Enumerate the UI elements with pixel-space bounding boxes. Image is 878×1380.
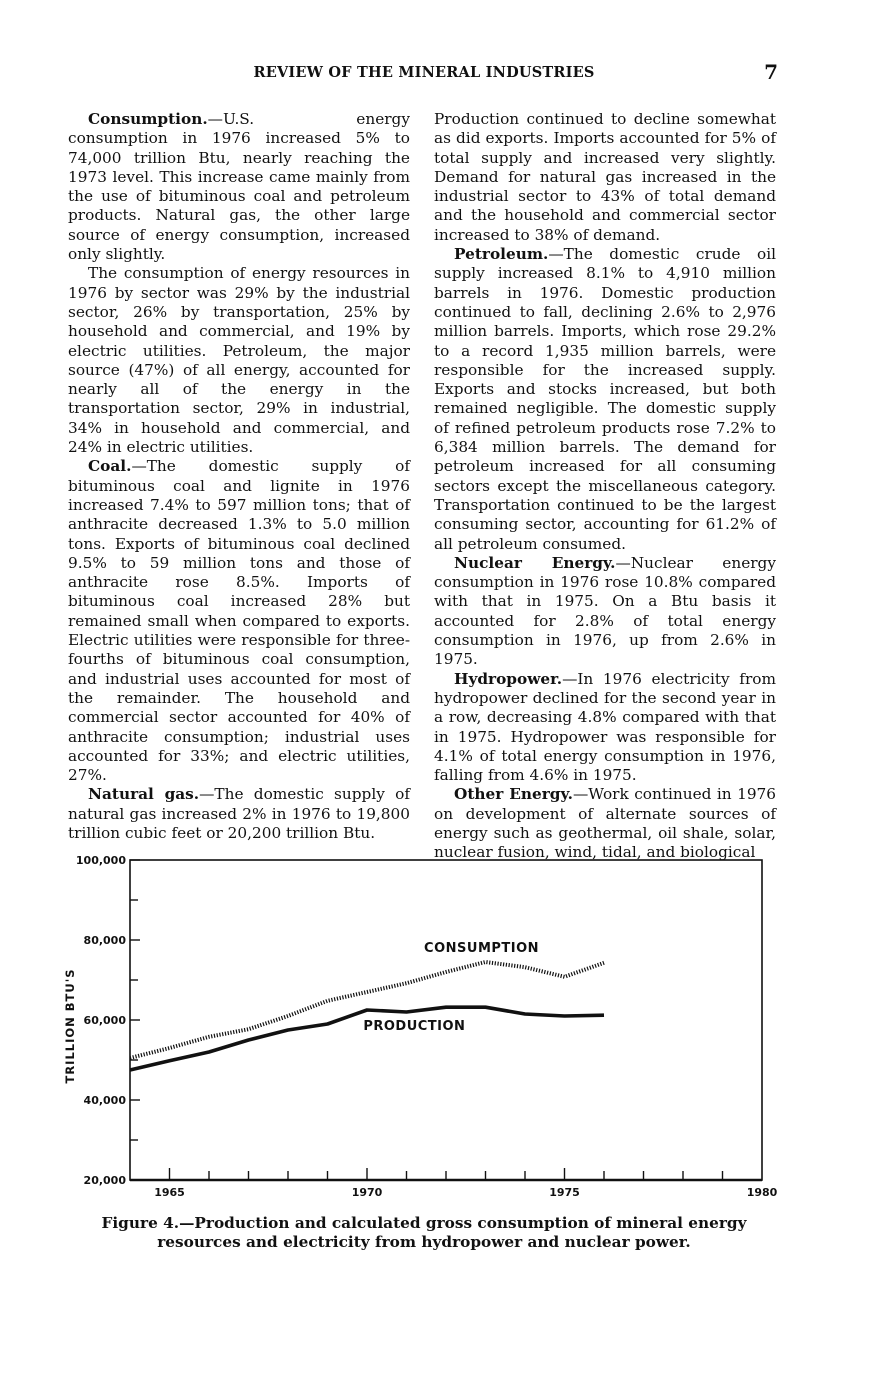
caption-text: —Production and calculated gross consumption of mineral energy resources and electricity from hydropower and nuclear power. (157, 1214, 747, 1251)
x-tick-label: 1970 (351, 1186, 383, 1199)
lead-other-energy: Other Energy. (454, 785, 573, 804)
paragraph-coal (68, 457, 410, 785)
figure-caption (68, 1214, 780, 1252)
right-column (434, 110, 776, 863)
paragraph-natural-gas (68, 785, 410, 843)
lead-nuclear-energy: Nuclear Energy. (454, 553, 616, 572)
running-head: REVIEW OF THE MINERAL INDUSTRIES (253, 64, 595, 81)
paragraph-natural-gas-continued (434, 110, 776, 245)
y-tick-label: 80,000 (83, 934, 126, 947)
paragraph-nuclear-energy (434, 554, 776, 670)
series-label-consumption: CONSUMPTION (424, 941, 540, 956)
figure-4 (60, 848, 780, 1208)
text-consumption: —U.S. energy consumption in 1976 increased 5% to 74,000 trillion Btu, nearly reaching the 1973 level. This increase came mainly from the use of bituminous coal and petroleum products. Natural gas, the other large source of energy consumption, increased only slightly. (68, 110, 410, 264)
x-tick-label: 1965 (154, 1186, 185, 1199)
left-column (68, 110, 410, 843)
caption-label: Figure 4. (101, 1214, 180, 1232)
text-consumption-by-sector: The consumption of energy resources in 1976 by sector was 29% by the industrial sector, 26% by transportation, 25% by household and commercial, and 19% by electric utilities. Petroleum, the major source (47%) of all energy, accounted for nearly all of the energy in the transportation sector, 29% in industrial, 34% in household and commercial, and 24% in electric utilities. (68, 264, 410, 457)
lead-consumption: Consumption. (88, 110, 208, 128)
series-label-production: PRODUCTION (363, 1019, 466, 1034)
page-number: 7 (764, 60, 778, 84)
text-natural-gas-continued: Production continued to decline somewhat as did exports. Imports accounted for 5% of total supply and increased very slightly. Demand for natural gas increased in the industrial sector to 43% of total demand and the household and commercial sector increased to 38% of demand. (434, 110, 776, 244)
lead-natural-gas: Natural gas. (88, 785, 200, 804)
text-petroleum: —The domestic crude oil supply increased 8.1% to 4,910 million barrels in 1976. Domestic production continued to fall, declining 2.6% to 2,976 million barrels. Imports, which rose 29.2% to a record 1,935 million barrels, were responsible for the increased supply. Exports and stocks increased, but both remained negligible. The domestic supply of refined petroleum products rose 7.2% to 6,384 million barrels. The demand for petroleum increased for all consuming sectors except the miscellaneous category. Transportation continued to be the largest consuming sector, accounting for 61.2% of all petroleum consumed. (434, 245, 776, 553)
paragraph-consumption (68, 110, 410, 264)
y-axis-label: TRILLION BTU'S (63, 968, 77, 1084)
lead-hydropower: Hydropower. (454, 669, 563, 688)
page-header (70, 62, 778, 86)
lead-petroleum: Petroleum. (454, 245, 549, 264)
paragraph-consumption-by-sector (68, 264, 410, 457)
text-other-energy: —Work continued in 1976 on development of alternate sources of energy such as geothermal, oil shale, solar, nuclear fusion, wind, tidal, and biological (434, 785, 777, 862)
y-tick-label: 60,000 (83, 1014, 126, 1027)
text-hydropower: —In 1976 electricity from hydropower declined for the second year in a row, decreasing 4.8% compared with that in 1975. Hydropower was responsible for 4.1% of total energy consumption in 1976, falling from 4.6% in 1975. (434, 669, 776, 785)
paragraph-petroleum (434, 245, 776, 554)
x-tick-label: 1975 (549, 1186, 580, 1199)
y-tick-label: 100,000 (75, 854, 126, 867)
text-nuclear-energy: —Nuclear energy consumption in 1976 rose 10.8% compared with that in 1975. On a Btu basis it accounted for 2.8% of total energy consumption in 1976, up from 2.6% in 1975. (434, 553, 776, 669)
y-tick-label: 40,000 (83, 1094, 126, 1107)
paragraph-hydropower (434, 670, 776, 786)
lead-coal: Coal. (88, 457, 132, 476)
text-natural-gas: —The domestic supply of natural gas increased 2% in 1976 to 19,800 trillion cubic feet or 20,200 trillion Btu. (68, 785, 410, 842)
y-tick-label: 20,000 (83, 1174, 126, 1187)
text-coal: —The domestic supply of bituminous coal and lignite in 1976 increased 7.4% to 597 million tons; that of anthracite decreased 1.3% to 5.0 million tons. Exports of bituminous coal declined 9.5% to 59 million tons and those of anthracite rose 8.5%. Imports of bituminous coal increased 28% but remained small when compared to exports. Electric utilities were responsible for three-fourths of bituminous coal consumption, and industrial uses accounted for most of the remainder. The household and commercial sector accounted for 40% of anthracite consumption; industrial uses accounted for 33%; and electric utilities, 27%. (68, 457, 410, 785)
x-tick-label: 1980 (746, 1186, 778, 1199)
energy-chart (60, 848, 780, 1208)
